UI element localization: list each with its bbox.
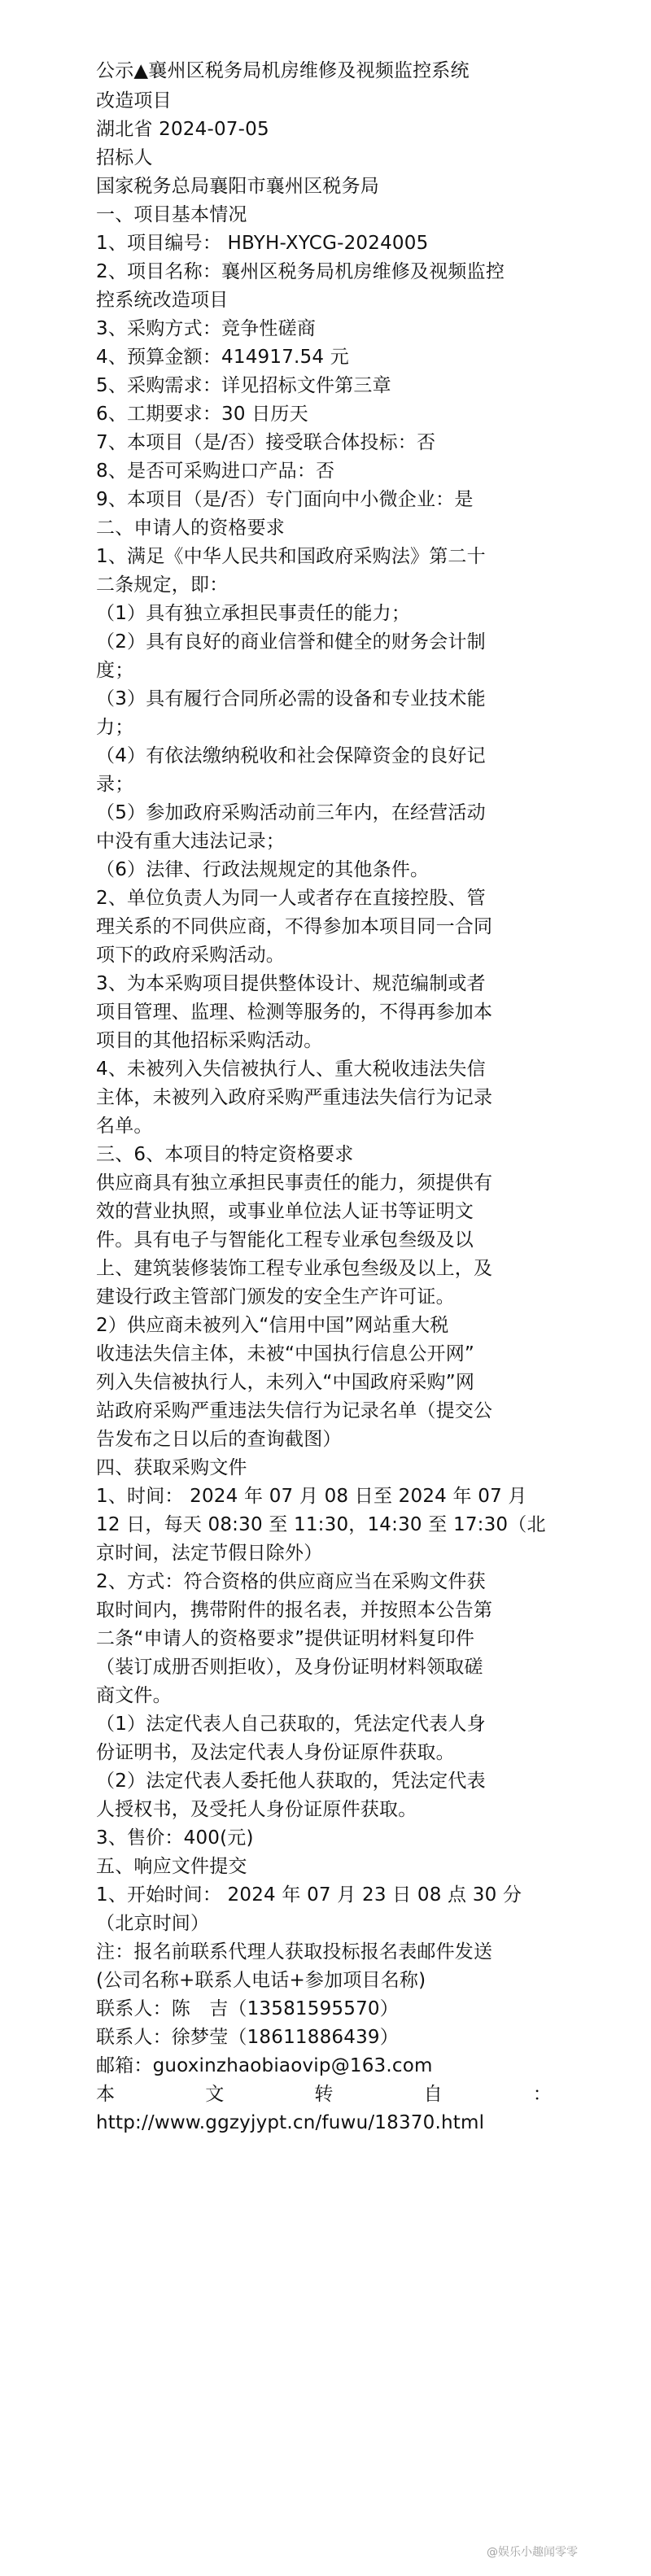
document-line: 12 日，每天 08:30 至 11:30，14:30 至 17:30（北 <box>96 1514 546 1535</box>
document-line: 二、申请人的资格要求 <box>96 517 285 539</box>
document-line: 理关系的不同供应商，不得参加本项目同一合同 <box>96 916 493 937</box>
document-line: 件。具有电子与智能化工程专业承包叁级及以 <box>96 1229 474 1251</box>
repost-char: ： <box>532 2084 552 2105</box>
document-line: 上、建筑装修装饰工程专业承包叁级及以上，及 <box>96 1258 493 1279</box>
document-line: 二条规定，即： <box>96 574 229 596</box>
document-line: 名单。 <box>96 1116 153 1137</box>
document-line: 4、未被列入失信被执行人、重大税收违法失信 <box>96 1059 486 1080</box>
document-line: 5、采购需求：详见招标文件第三章 <box>96 375 391 396</box>
document-line: （北京时间） <box>96 1913 210 1934</box>
announcement-document <box>96 57 552 2137</box>
document-line: （1）法定代表人自己获取的，凭法定代表人身 <box>96 1714 486 1735</box>
document-line: 6、工期要求：30 日历天 <box>96 404 308 425</box>
document-line: 联系人：陈 吉（13581595570） <box>96 1998 399 2019</box>
document-line: 8、是否可采购进口产品：否 <box>96 461 335 482</box>
document-line: 三、6、本项目的特定资格要求 <box>96 1144 354 1165</box>
document-line: 联系人：徐梦莹（18611886439） <box>96 2027 399 2048</box>
document-line: 3、售价：400(元) <box>96 1827 254 1849</box>
document-line: 建设行政主管部门颁发的安全生产许可证。 <box>96 1286 455 1308</box>
document-line: （装订成册否则拒收），及身份证明材料领取磋 <box>96 1657 483 1678</box>
repost-char: 文 <box>205 2084 225 2105</box>
repost-char: 自 <box>423 2084 443 2105</box>
source-url-link[interactable]: http://www.ggzyjypt.cn/fuwu/18370.html <box>96 2112 485 2133</box>
document-line: 四、获取采购文件 <box>96 1457 247 1478</box>
document-line: 五、响应文件提交 <box>96 1856 247 1877</box>
document-line: （3）具有履行合同所必需的设备和专业技术能 <box>96 688 486 709</box>
document-line: 收违法失信主体，未被“中国执行信息公开网” <box>96 1343 475 1364</box>
document-line: 9、本项目（是/否）专门面向中小微企业：是 <box>96 489 474 510</box>
watermark-text: @娱乐小趣闻零零 <box>487 2546 578 2559</box>
document-line: 份证明书，及法定代表人身份证原件获取。 <box>96 1742 455 1763</box>
document-line: 1、满足《中华人民共和国政府采购法》第二十 <box>96 546 486 567</box>
document-line: 二条“申请人的资格要求”提供证明材料复印件 <box>96 1628 475 1649</box>
document-line: 湖北省 2024-07-05 <box>96 119 269 140</box>
document-line: 注：报名前联系代理人获取投标报名表邮件发送 <box>96 1941 493 1963</box>
document-line: （2）具有良好的商业信誉和健全的财务会计制 <box>96 631 486 653</box>
document-line: 站政府采购严重违法失信行为记录名单（提交公 <box>96 1400 493 1421</box>
document-line: （6）法律、行政法规规定的其他条件。 <box>96 859 430 880</box>
document-line: 商文件。 <box>96 1685 172 1706</box>
document-line: 效的营业执照，或事业单位法人证书等证明文 <box>96 1201 474 1222</box>
document-line: （4）有依法缴纳税收和社会保障资金的良好记 <box>96 745 486 766</box>
document-line: 4、预算金额：414917.54 元 <box>96 347 349 368</box>
document-line: 度； <box>96 660 134 681</box>
document-line: 国家税务总局襄阳市襄州区税务局 <box>96 176 379 197</box>
repost-char: 本 <box>96 2084 116 2105</box>
document-line: 告发布之日以后的查询截图） <box>96 1429 342 1450</box>
document-line: (公司名称+联系人电话+参加项目名称) <box>96 1970 426 1991</box>
document-line: 力； <box>96 717 134 738</box>
document-line: 主体，未被列入政府采购严重违法失信行为记录 <box>96 1087 493 1108</box>
document-line: 京时间，法定节假日除外） <box>96 1543 323 1564</box>
document-line: 列入失信被执行人，未列入“中国政府采购”网 <box>96 1372 475 1393</box>
document-line: 2、方式：符合资格的供应商应当在采购文件获 <box>96 1571 486 1592</box>
document-line: 改造项目 <box>96 90 172 111</box>
document-line: （5）参加政府采购活动前三年内，在经营活动 <box>96 802 486 823</box>
document-line: 1、开始时间： 2024 年 07 月 23 日 08 点 30 分 <box>96 1884 522 1906</box>
document-line: 3、采购方式：竞争性磋商 <box>96 318 317 339</box>
document-line: 7、本项目（是/否）接受联合体投标：否 <box>96 432 436 453</box>
document-line: 取时间内，携带附件的报名表，并按照本公告第 <box>96 1600 493 1621</box>
document-line: 中没有重大违法记录； <box>96 831 285 852</box>
document-line: 2、单位负责人为同一人或者存在直接控股、管 <box>96 888 486 909</box>
document-line: 公示▲襄州区税务局机房维修及视频监控系统 <box>96 60 470 81</box>
document-line: 邮箱：guoxinzhaobiaovip@163.com <box>96 2055 433 2076</box>
document-line: 1、时间： 2024 年 07 月 08 日至 2024 年 07 月 <box>96 1486 527 1507</box>
document-line: （2）法定代表人委托他人获取的，凭法定代表 <box>96 1770 486 1792</box>
document-line: （1）具有独立承担民事责任的能力； <box>96 603 411 624</box>
document-line: 项下的政府采购活动。 <box>96 945 285 966</box>
document-line: 录； <box>96 774 134 795</box>
repost-label-row <box>96 2080 552 2109</box>
document-line: 招标人 <box>96 147 153 168</box>
repost-char: 转 <box>314 2084 334 2105</box>
document-line: 2）供应商未被列入“信用中国”网站重大税 <box>96 1315 449 1336</box>
document-line: 一、项目基本情况 <box>96 204 247 225</box>
document-line: 3、为本采购项目提供整体设计、规范编制或者 <box>96 973 486 994</box>
announcement-body <box>96 57 552 2080</box>
document-line: 1、项目编号： HBYH-XYCG-2024005 <box>96 233 429 254</box>
document-line: 项目的其他招标采购活动。 <box>96 1030 323 1051</box>
document-line: 人授权书，及受托人身份证原件获取。 <box>96 1799 417 1820</box>
document-line: 控系统改造项目 <box>96 290 229 311</box>
document-line: 2、项目名称：襄州区税务局机房维修及视频监控 <box>96 261 505 282</box>
document-line: 项目管理、监理、检测等服务的，不得再参加本 <box>96 1002 493 1023</box>
document-line: 供应商具有独立承担民事责任的能力，须提供有 <box>96 1172 493 1194</box>
